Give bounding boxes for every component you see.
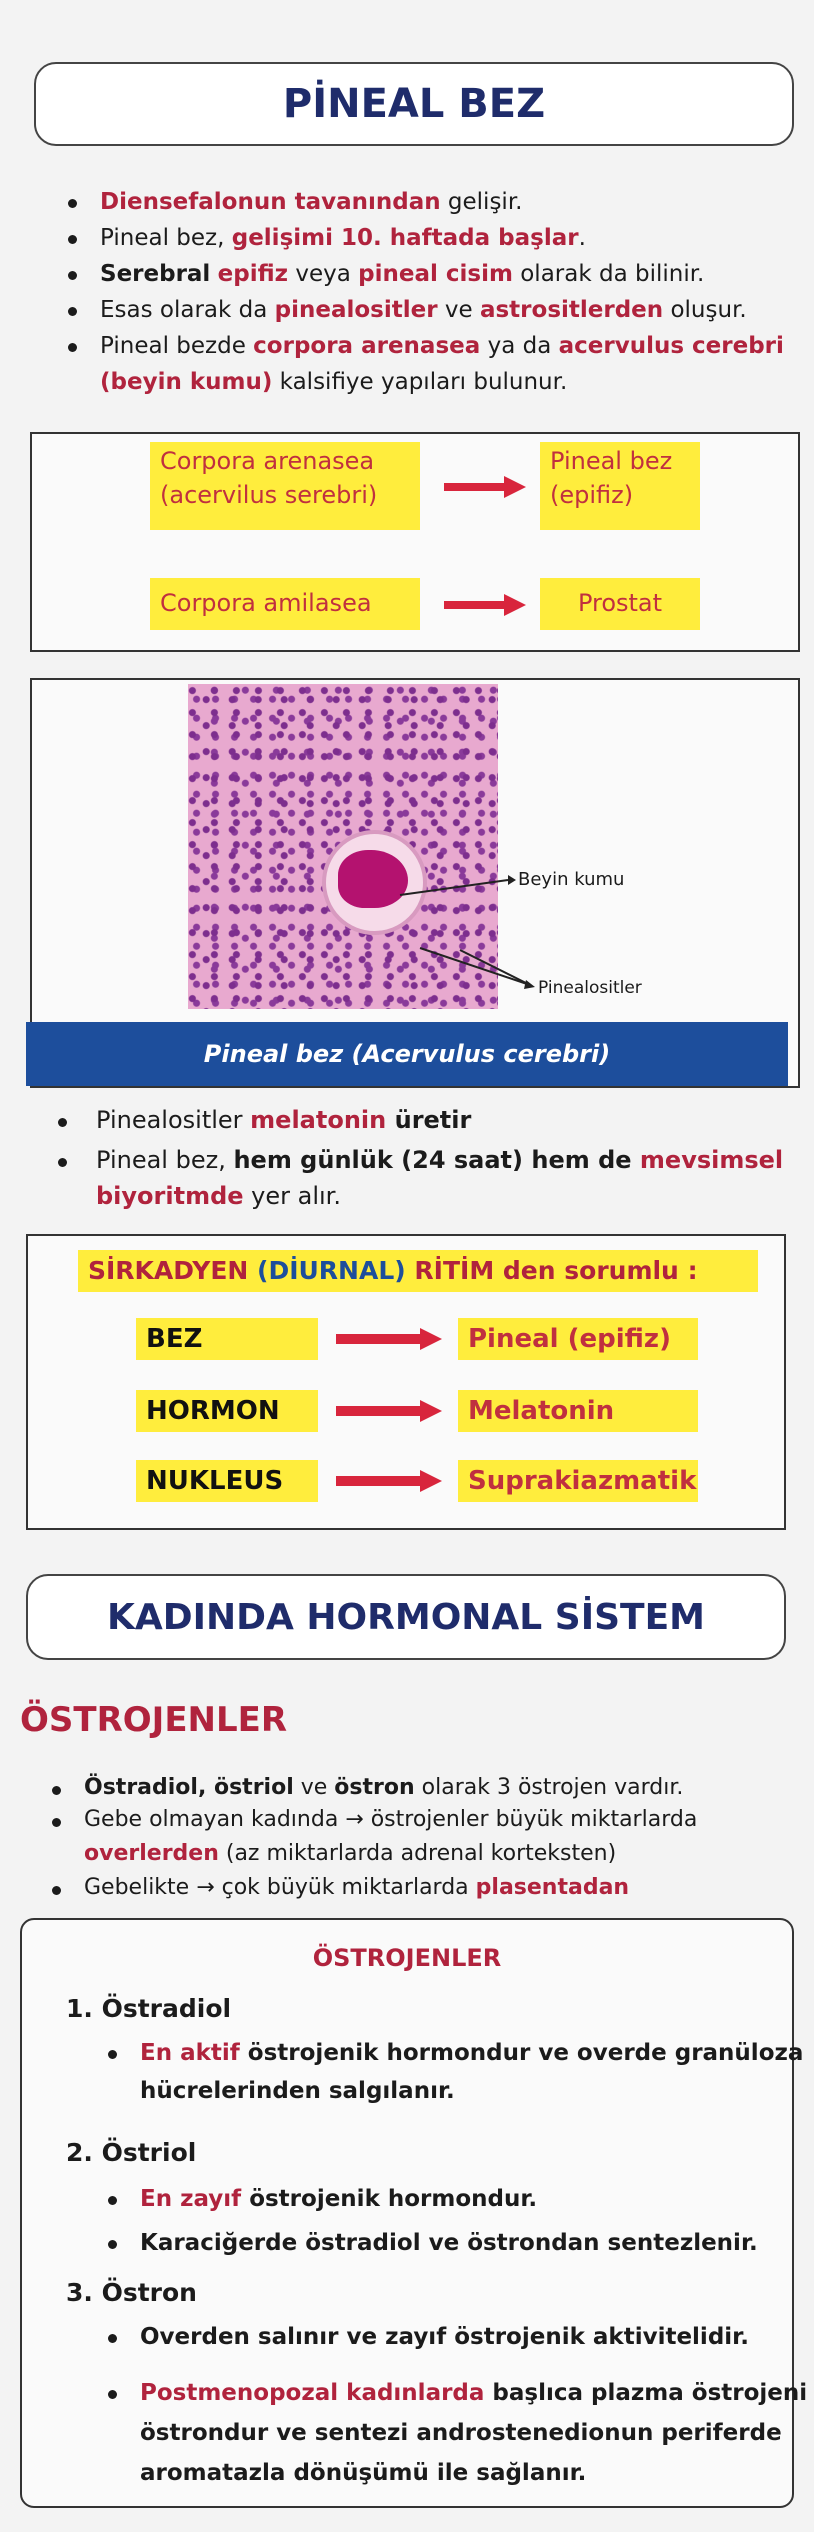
text-segment: veya <box>288 261 359 287</box>
text-segment: hücrelerinden salgılanır. <box>140 2078 455 2104</box>
estron-line-3 <box>140 2418 782 2448</box>
text-segment: pineal cisim <box>358 261 513 287</box>
kadin-bullet-1 <box>84 1774 683 1802</box>
arrow-hormon <box>336 1402 442 1420</box>
text-segment: Diensefalonun tavanından <box>100 189 441 215</box>
text-segment: Pineal bez, <box>96 1146 234 1174</box>
bullet-dot <box>108 2196 117 2205</box>
text-segment: östrojenik hormondur ve overde granüloza <box>239 2040 804 2066</box>
pineal-title: PİNEAL BEZ <box>282 81 546 127</box>
text-segment: Pineal bezde <box>100 333 254 359</box>
bullet-dot <box>58 1118 67 1127</box>
text-segment: biyoritmde <box>96 1182 244 1210</box>
item-estriol-heading: 2. Östriol <box>66 2138 197 2167</box>
bullet-dot <box>108 2334 117 2343</box>
bullet-dot <box>58 1158 67 1167</box>
corpora-arenasea-line2: (acervilus serebri) <box>160 481 378 509</box>
kadin-bullet-2 <box>84 1806 697 1834</box>
text-segment: acervulus cerebri <box>558 333 784 359</box>
ostrojen-box-title: ÖSTROJENLER <box>312 1944 502 1972</box>
item-estron-heading: 3. Östron <box>66 2278 197 2307</box>
text-segment: plasentadan <box>475 1875 630 1900</box>
text-segment: En aktif <box>140 2040 240 2066</box>
text-segment: . <box>578 225 586 251</box>
row-nukleus-label: NUKLEUS <box>136 1460 318 1502</box>
pineal2-bullet-2 <box>96 1146 783 1174</box>
bullet-dot <box>52 1786 61 1795</box>
text-segment: overlerden <box>84 1841 219 1866</box>
text-segment: oluşur. <box>663 297 747 323</box>
bullet-dot <box>108 2390 117 2399</box>
estron-line-4 <box>140 2458 586 2488</box>
label-pinealositler: Pinealositler <box>538 978 642 998</box>
estron-line-2 <box>140 2378 807 2408</box>
prostat-label: Prostat <box>577 589 663 617</box>
pineal2-bullet-2-cont <box>96 1182 341 1210</box>
row-nukleus-value: Suprakiazmatik <box>458 1460 698 1502</box>
text-segment: hem günlük (24 saat) hem de <box>233 1146 640 1174</box>
kadin-bullet-2-cont <box>84 1840 616 1868</box>
text-segment: başlıca plazma östrojeni <box>484 2380 808 2406</box>
text-segment: Gebelikte → çok büyük miktarlarda <box>84 1875 476 1900</box>
pineal-bez-line1: Pineal bez <box>550 447 673 475</box>
estradiol-line-1 <box>140 2038 803 2068</box>
text-segment: östrondur ve sentezi androstenedionun periferde <box>140 2420 782 2446</box>
text-segment: kalsifiye yapıları bulunur. <box>272 369 568 395</box>
text-segment: Gebe olmayan kadında → östrojenler büyük miktarlarda <box>84 1807 698 1832</box>
text-segment: östron <box>334 1775 415 1800</box>
kadin-bullet-3 <box>84 1874 629 1902</box>
text-segment: (az miktarlarda adrenal korteksten) <box>218 1841 617 1866</box>
estradiol-line-2 <box>140 2076 455 2106</box>
estron-line-1 <box>140 2322 749 2352</box>
estriol-line-1 <box>140 2184 537 2214</box>
text-segment: aromatazla dönüşümü ile sağlanır. <box>140 2460 587 2486</box>
text-segment: Östradiol, östriol <box>84 1775 294 1800</box>
text-segment: yer alır. <box>243 1182 341 1210</box>
estriol-line-2 <box>140 2228 758 2258</box>
row-bez-value: Pineal (epifiz) <box>458 1318 698 1360</box>
text-segment: östrojenik hormondur. <box>241 2186 538 2212</box>
text-segment: Serebral <box>100 261 211 287</box>
arrow-bez <box>336 1330 442 1348</box>
label-beyin-kumu: Beyin kumu <box>518 869 625 890</box>
figure-caption: Pineal bez (Acervulus cerebri) <box>26 1022 788 1086</box>
text-segment: En zayıf <box>140 2186 242 2212</box>
text-segment: Postmenopozal kadınlarda <box>140 2380 485 2406</box>
text-segment: corpora arenasea <box>253 333 481 359</box>
bullet-dot <box>52 1886 61 1895</box>
text-segment: epifiz <box>217 261 289 287</box>
pineal2-bullet-1 <box>96 1106 471 1134</box>
text-segment: Karaciğerde östradiol ve östrondan sentezlenir. <box>140 2230 758 2256</box>
row-hormon-value: Melatonin <box>458 1390 698 1432</box>
text-segment: olarak da bilinir. <box>512 261 705 287</box>
text-segment: gelişir. <box>440 189 523 215</box>
corpora-arenasea-line1: Corpora arenasea <box>160 447 375 475</box>
figure-pointer-lines <box>0 0 814 1100</box>
ostrojenler-heading: ÖSTROJENLER <box>20 1700 288 1740</box>
bullet-dot <box>108 2240 117 2249</box>
kadin-title: KADINDA HORMONAL SİSTEM <box>106 1596 705 1638</box>
item-estradiol-heading: 1. Östradiol <box>66 1994 232 2023</box>
text-segment: Pineal bez, <box>100 225 232 251</box>
kadin-title-box <box>26 1574 786 1660</box>
circadian-header: SİRKADYEN (DİURNAL) RİTİM den sorumlu : <box>78 1250 758 1292</box>
text-segment: mevsimsel <box>639 1146 784 1174</box>
row-bez-label: BEZ <box>136 1318 318 1360</box>
text-segment: gelişimi 10. haftada başlar <box>231 225 579 251</box>
text-segment: pinealositler <box>274 297 438 323</box>
bullet-dot <box>108 2050 117 2059</box>
text-segment: (beyin kumu) <box>100 369 273 395</box>
text-segment: melatonin <box>250 1106 387 1134</box>
text-segment: olarak 3 östrojen vardır. <box>414 1775 684 1800</box>
pineal-bez-line2: (epifiz) <box>550 481 634 509</box>
text-segment: üretir <box>386 1106 472 1134</box>
text-segment: Overden salınır ve zayıf östrojenik aktivitelidir. <box>140 2324 749 2350</box>
row-hormon-label: HORMON <box>136 1390 318 1432</box>
text-segment: ve <box>293 1775 335 1800</box>
text-segment: Esas olarak da <box>100 297 275 323</box>
text-segment: ya da <box>480 333 559 359</box>
text-segment: ve <box>437 297 480 323</box>
text-segment: astrositlerden <box>479 297 664 323</box>
text-segment: Pinealositler <box>96 1106 251 1134</box>
bullet-dot <box>52 1818 61 1827</box>
corpora-amilasea-label: Corpora amilasea <box>160 589 372 617</box>
arrow-nukleus <box>336 1472 442 1490</box>
